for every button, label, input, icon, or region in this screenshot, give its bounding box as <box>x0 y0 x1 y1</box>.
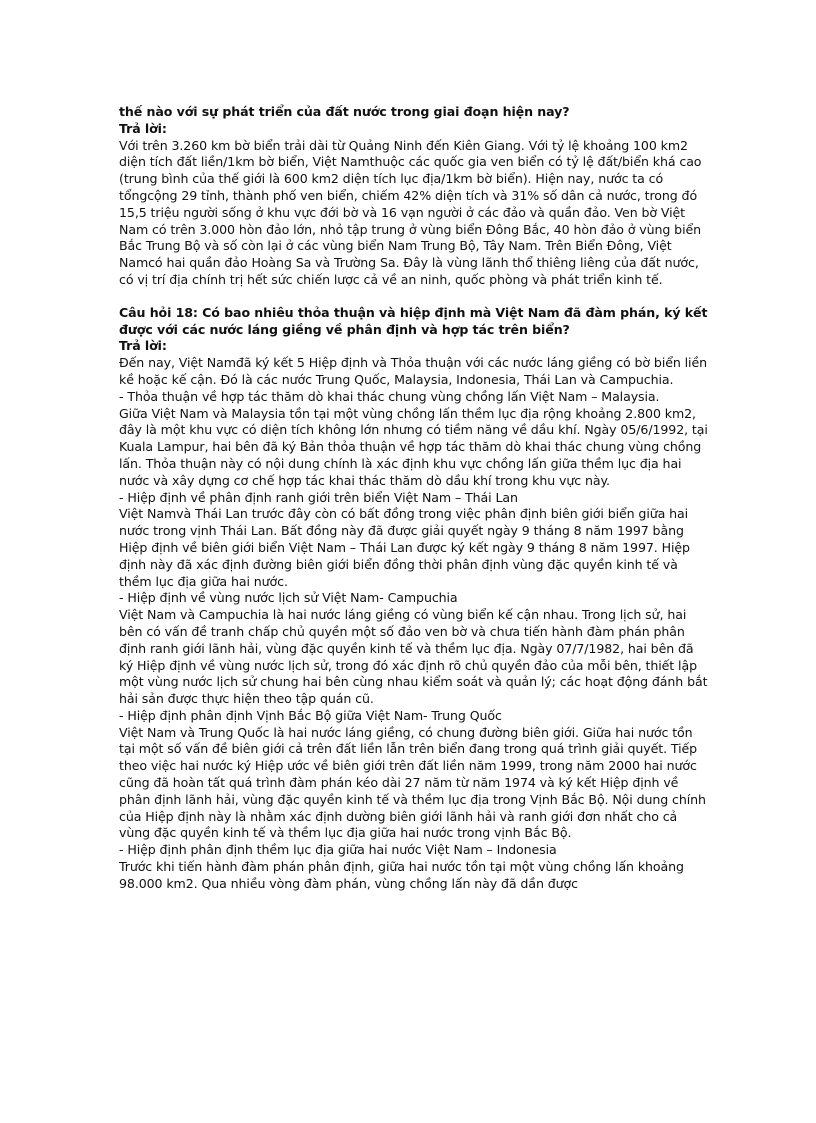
agreement-body-cambodia: Việt Nam và Campuchia là hai nước láng giềng có vùng biển kế cận nhau. Trong lịch sử, hai bên có vấn đề tranh chấp chủ quyền một số đảo ven bờ và chưa tiến hành đàm phán phân định ranh giới lãnh hải, vùng đặc quyền kinh tế và thềm lục địa. Ngày 07/7/1982, hai bên đã ký Hiệp định về vùng nước lịch sử, trong đó xác định rõ chủ quyền đảo của mỗi bên, thiết lập một vùng nước lịch sử chung hai bên cùng nhau kiểm soát và quản lý; các hoạt động đánh bắt hải sản được thực hiện theo tập quán cũ. <box>119 607 708 707</box>
agreement-body-china: Việt Nam và Trung Quốc là hai nước láng giềng, có chung đường biên giới. Giữa hai nước tồn tại một số vấn đề biên giới cả trên đất liền lẫn trên biển đang trong quá trình giải quyết. Tiếp theo việc hai nước ký Hiệp ước về biên giới trên đất liền năm 1999, trong năm 2000 hai nước cũng đã hoàn tất quá trình đàm phán kéo dài 27 năm từ năm 1974 và ký kết Hiệp định về phân định lãnh hải, vùng đặc quyền kinh tế và thềm lục địa trong Vịnh Bắc Bộ. Nội dung chính của Hiệp định này là nhằm xác định dường biên giới lãnh hải và ranh giới đơn nhất cho cả vùng đặc quyền kinh tế và thềm lục địa giữa hai nước trong vịnh Bắc Bộ. <box>119 724 706 841</box>
paragraph-gap <box>119 289 709 305</box>
agreement-body-indonesia: Trước khi tiến hành đàm phán phân định, giữa hai nước tồn tại một vùng chồng lấn khoảng 98.000 km2. Qua nhiều vòng đàm phán, vùng chồng lấn này đã dần được <box>119 859 684 891</box>
answer-label: Trả lời: <box>119 338 167 354</box>
document-page <box>119 104 709 893</box>
agreement-title-thailand: - Hiệp định về phân định ranh giới trên biển Việt Nam – Thái Lan <box>119 489 518 505</box>
answer-paragraph: Với trên 3.260 km bờ biển trải dài từ Quảng Ninh đến Kiên Giang. Với tỷ lệ khoảng 100 km2 diện tích đất liền/1km bờ biển, Việt Namthuộc các quốc gia ven biển có tỷ lệ đất/biển khá cao (trung bình của thế giới là 600 km2 diện tích lục địa/1km bờ biển). Hiện nay, nước ta có tổngcộng 29 tỉnh, thành phố ven biển, chiếm 42% diện tích và 31% số dân cả nước, trong đó 15,5 triệu người sống ở khu vực đới bờ và 16 vạn người ở các đảo và quần đảo. Ven bờ Việt Nam có trên 3.000 hòn đảo lớn, nhỏ tập trung ở vùng biển Đông Bắc, 40 hòn đảo ở vùng biển Bắc Trung Bộ và số còn lại ở các vùng biển Nam Trung Bộ, Tây Nam. Trên Biển Đông, Việt Namcó hai quần đảo Hoàng Sa và Trường Sa. Đây là vùng lãnh thổ thiêng liêng của đất nước, có vị trí địa chính trị hết sức chiến lược cả về an ninh, quốc phòng và phát triển kinh tế. <box>119 137 702 287</box>
answer-label: Trả lời: <box>119 120 167 136</box>
agreement-title-malaysia: - Thỏa thuận về hợp tác thăm dò khai thác chung vùng chồng lấn Việt Nam – Malaysia. <box>119 388 660 404</box>
agreement-title-china: - Hiệp định phân định Vịnh Bắc Bộ giữa Việt Nam- Trung Quốc <box>119 707 502 723</box>
agreement-body-malaysia: Giữa Việt Nam và Malaysia tồn tại một vùng chồng lấn thềm lục địa rộng khoảng 2.800 km2, đây là một khu vực có diện tích không lớn nhưng có tiềm năng về dầu khí. Ngày 05/6/1992, tại Kuala Lampur, hai bên đã ký Bản thỏa thuận về hợp tác thăm dò khai thác chung vùng chồng lấn. Thỏa thuận này có nội dung chính là xác định khu vực chồng lấn giữa thềm lục địa hai nước và xây dựng cơ chế hợp tác khai thác thăm dò dầu khí trong khu vực này. <box>119 405 708 488</box>
agreement-body-thailand: Việt Namvà Thái Lan trước đây còn có bất đồng trong việc phân định biên giới biển giữa hai nước trong vịnh Thái Lan. Bất đồng này đã được giải quyết ngày 9 tháng 8 năm 1997 bằng Hiệp định về biên giới biển Việt Nam – Thái Lan được ký kết ngày 9 tháng 8 năm 1997. Hiệp định này đã xác định đường biên giới biển đồng thời phân định vùng đặc quyền kinh tế và thềm lục địa giữa hai nước. <box>119 506 690 589</box>
question-heading: Câu hỏi 18: Có bao nhiêu thỏa thuận và hiệp định mà Việt Nam đã đàm phán, ký kết được với các nước láng giềng về phân định và hợp tác trên biển? <box>119 304 708 337</box>
agreement-title-cambodia: - Hiệp định về vùng nước lịch sử Việt Nam- Campuchia <box>119 590 458 606</box>
intro-paragraph: Đến nay, Việt Namđã ký kết 5 Hiệp định và Thỏa thuận với các nước láng giềng có bờ biển liền kề hoặc kế cận. Đó là các nước Trung Quốc, Malaysia, Indonesia, Thái Lan và Campuchia. <box>119 355 707 387</box>
section-heading: thế nào với sự phát triển của đất nước trong giai đoạn hiện nay? <box>119 104 570 119</box>
agreement-title-indonesia: - Hiệp định phân định thềm lục địa giữa hai nước Việt Nam – Indonesia <box>119 842 557 858</box>
